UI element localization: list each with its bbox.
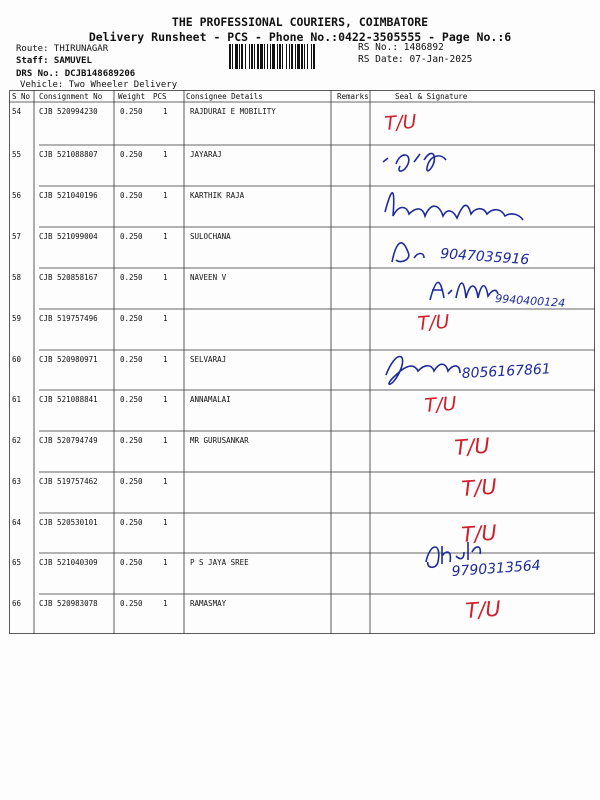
- cell-weight: 0.250: [120, 599, 143, 608]
- cell-consignee: RAMASMAY: [190, 599, 227, 608]
- cell-pcs: 1: [163, 355, 168, 364]
- cell-sno: 61: [12, 395, 22, 404]
- cell-pcs: 1: [163, 477, 168, 486]
- cell-consignment-no: CJB 520794749: [39, 436, 98, 445]
- cell-weight: 0.250: [120, 518, 143, 527]
- col-header-consignee: Consignee Details: [186, 92, 263, 101]
- cell-pcs: 1: [163, 150, 168, 159]
- cell-consignee: MR GURUSANKAR: [190, 436, 249, 445]
- red-mark-66: T/U: [464, 596, 502, 623]
- cell-consignee: JAYARAJ: [190, 150, 222, 159]
- cell-sno: 65: [12, 558, 22, 567]
- phone-57: 9047035916: [439, 246, 530, 269]
- cell-weight: 0.250: [120, 107, 143, 116]
- drs-label: DRS No.: DCJB148689206: [16, 69, 136, 79]
- cell-pcs: 1: [163, 273, 168, 282]
- cell-weight: 0.250: [120, 273, 143, 282]
- cell-consignment-no: CJB 520858167: [39, 273, 98, 282]
- cell-weight: 0.250: [120, 191, 143, 200]
- cell-consignee: NAVEEN V: [190, 273, 227, 282]
- cell-consignment-no: CJB 521099004: [39, 232, 98, 241]
- cell-pcs: 1: [163, 558, 168, 567]
- phone-60: 8056167861: [461, 361, 552, 382]
- cell-consignment-no: CJB 521088841: [39, 395, 98, 404]
- cell-sno: 62: [12, 436, 22, 445]
- cell-pcs: 1: [163, 232, 168, 241]
- company-title: THE PROFESSIONAL COURIERS, COIMBATORE: [171, 15, 429, 29]
- cell-consignee: P S JAYA SREE: [190, 558, 249, 567]
- cell-sno: 59: [12, 314, 22, 323]
- cell-sno: 58: [12, 273, 22, 282]
- rs-date: RS Date: 07-Jan-2025: [358, 54, 473, 65]
- staff-label: Staff: SAMUVEL: [16, 56, 92, 66]
- vehicle-label: Vehicle: Two Wheeler Delivery: [20, 80, 178, 90]
- rs-number: RS No.: 1486892: [358, 42, 444, 53]
- cell-consignee: KARTHIK RAJA: [190, 191, 245, 200]
- runsheet-subtitle: Delivery Runsheet - PCS - Phone No.:0422-3505555 - Page No.:6: [88, 30, 512, 44]
- cell-consignment-no: CJB 519757496: [39, 314, 98, 323]
- barcode: [229, 44, 354, 69]
- red-mark-63: T/U: [460, 474, 498, 501]
- col-header-remarks: Remarks: [337, 92, 369, 101]
- cell-consignment-no: CJB 521040309: [39, 558, 98, 567]
- col-header-consignment: Consignment No: [39, 92, 103, 101]
- phone-58: 9940400124: [494, 292, 566, 310]
- cell-consignment-no: CJB 520994230: [39, 107, 98, 116]
- cell-sno: 55: [12, 150, 22, 159]
- cell-weight: 0.250: [120, 436, 143, 445]
- cell-weight: 0.250: [120, 477, 143, 486]
- cell-weight: 0.250: [120, 232, 143, 241]
- col-header-sno: S No: [12, 92, 31, 101]
- cell-sno: 64: [12, 518, 22, 527]
- cell-sno: 54: [12, 107, 22, 116]
- cell-weight: 0.250: [120, 558, 143, 567]
- cell-consignment-no: CJB 521088807: [39, 150, 98, 159]
- red-mark-54: T/U: [383, 110, 418, 135]
- cell-consignee: SULOCHANA: [190, 232, 231, 241]
- route-label: Route: THIRUNAGAR: [16, 44, 109, 54]
- cell-weight: 0.250: [120, 150, 143, 159]
- runsheet-table: [9, 90, 595, 634]
- cell-sno: 57: [12, 232, 22, 241]
- col-header-seal-signature: Seal & Signature: [395, 92, 468, 101]
- cell-sno: 66: [12, 599, 22, 608]
- cell-pcs: 1: [163, 436, 168, 445]
- red-mark-61: T/U: [423, 392, 458, 417]
- cell-consignment-no: CJB 520530101: [39, 518, 98, 527]
- cell-pcs: 1: [163, 518, 168, 527]
- cell-pcs: 1: [163, 191, 168, 200]
- cell-consignee: RAJDURAI E MOBILITY: [190, 107, 276, 116]
- red-mark-62: T/U: [453, 433, 491, 460]
- phone-65: 9790313564: [451, 557, 542, 580]
- cell-weight: 0.250: [120, 355, 143, 364]
- cell-consignment-no: CJB 521040196: [39, 191, 98, 200]
- cell-consignee: SELVARAJ: [190, 355, 227, 364]
- cell-pcs: 1: [163, 599, 168, 608]
- red-mark-65: T/U: [460, 520, 498, 547]
- col-header-weight: Weight: [118, 92, 146, 101]
- cell-sno: 56: [12, 191, 22, 200]
- cell-pcs: 1: [163, 395, 168, 404]
- cell-weight: 0.250: [120, 395, 143, 404]
- cell-consignment-no: CJB 519757462: [39, 477, 98, 486]
- cell-pcs: 1: [163, 314, 168, 323]
- cell-sno: 63: [12, 477, 22, 486]
- cell-consignee: ANNAMALAI: [190, 395, 231, 404]
- cell-sno: 60: [12, 355, 22, 364]
- col-header-pcs: PCS: [153, 92, 167, 101]
- cell-consignment-no: CJB 520980971: [39, 355, 98, 364]
- cell-pcs: 1: [163, 107, 168, 116]
- cell-weight: 0.250: [120, 314, 143, 323]
- cell-consignment-no: CJB 520983078: [39, 599, 98, 608]
- red-mark-59: T/U: [416, 310, 451, 335]
